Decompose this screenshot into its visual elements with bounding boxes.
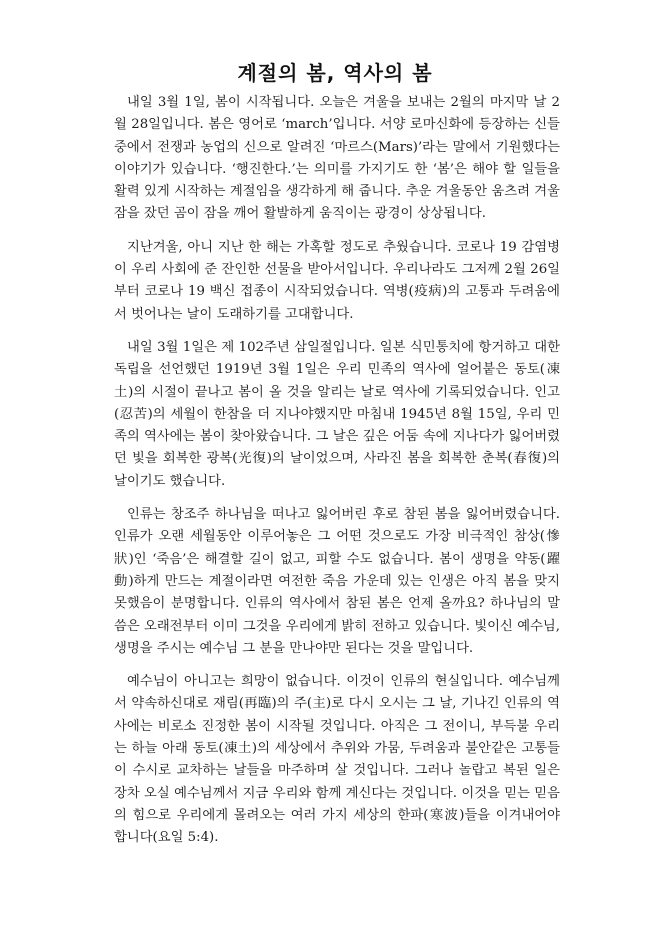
paragraph-5: 예수님이 아니고는 희망이 없습니다. 이것이 인류의 현실입니다. 예수님께서 약속하신대로 재림(再臨)의 주(主)로 다시 오시는 그 날, 기나긴 인류의 역사에는 비로소 진정한 봄이 시작될 것입니다. 아직은 그 전이니, 부득불 우리는 하늘 아래 동토(凍土)의 세상에서 추위와 가뭄, 두려움과 불안같은 고통들이 수시로 교차하는 날들을 마주하며 살 것입니다. 그러나 놀랍고 복된 일은 장차 오실 예수님께서 지금 우리와 함께 계신다는 것입니다. 이것을 믿는 믿음의 힘으로 우리에게 몰려오는 여러 가지 세상의 한파(寒波)들을 이겨내어야 합니다(요일 5:4). xyxy=(114,674,560,846)
paragraph-2: 지난겨울, 아니 지난 한 해는 가혹할 정도로 추웠습니다. 코로나 19 감염병이 우리 사회에 준 잔인한 선물을 받아서입니다. 우리나라도 그저께 2월 26일부터 코로나 19 백신 접종이 시작되었습니다. 역병(疫病)의 고통과 두려움에서 벗어나는 날이 도래하기를 고대합니다. xyxy=(114,239,560,322)
document-body xyxy=(114,92,560,861)
paragraph-1: 내일 3월 1일, 봄이 시작됩니다. 오늘은 겨울을 보내는 2월의 마지막 날 2월 28일입니다. 봄은 영어로 ‘march’입니다. 서양 로마신화에 등장하는 신들 중에서 전쟁과 농업의 신으로 알려진 ‘마르스(Mars)’라는 말에서 기원했다는 이야기가 있습니다. ‘행진한다.’는 의미를 가지기도 한 ‘봄’은 해야 할 일들을 활력 있게 시작하는 계절임을 생각하게 해 줍니다. 추운 겨울동안 움츠려 겨울잠을 잤던 곰이 잠을 깨어 활발하게 움직이는 광경이 상상됩니다. xyxy=(114,95,560,222)
paragraph-3: 내일 3월 1일은 제 102주년 삼일절입니다. 일본 식민통치에 항거하고 대한독립을 선언했던 1919년 3월 1일은 우리 민족의 역사에 얼어붙은 동토(凍土)의 시절이 끝나고 봄이 올 것을 알리는 날로 역사에 기록되었습니다. 인고(忍苦)의 세월이 한참을 더 지나야했지만 마침내 1945년 8월 15일, 우리 민족의 역사에는 봄이 찾아왔습니다. 그 날은 깊은 어둠 속에 지나다가 잃어버렸던 빛을 회복한 광복(光復)의 날이었으며, 사라진 봄을 회복한 춘복(春復)의 날이기도 했습니다. xyxy=(114,339,560,489)
paragraph-4: 인류는 창조주 하나님을 떠나고 잃어버린 후로 참된 봄을 잃어버렸습니다. 인류가 오랜 세월동안 이루어놓은 그 어떤 것으로도 가장 비극적인 참상(慘狀)인 ‘죽음’은 해결할 길이 없고, 피할 수도 없습니다. 봄이 생명을 약동(躍動)하게 만드는 계절이라면 여전한 죽음 가운데 있는 인생은 아직 봄을 맞지 못했음이 분명합니다. 인류의 역사에서 참된 봄은 언제 올까요? 하나님의 말씀은 오래전부터 이미 그것을 우리에게 밝히 전하고 있습니다. 빛이신 예수님, 생명을 주시는 예수님 그 분을 만나야만 된다는 것을 말입니다. xyxy=(114,507,560,656)
document-title: 계절의 봄, 역사의 봄 xyxy=(237,61,433,85)
